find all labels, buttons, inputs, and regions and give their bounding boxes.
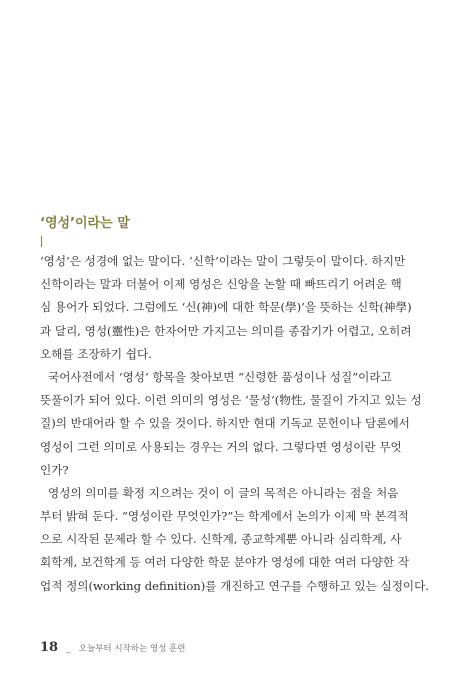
text-line: 국어사전에서 ‘영성’ 항목을 찾아보면 “신령한 품성이나 성질”이라고	[48, 369, 392, 384]
text-line: 질)의 반대어라 할 수 있을 것이다. 하지만 현대 기독교 문헌이나 담론에서	[40, 416, 410, 431]
footer-separator: _	[66, 644, 71, 654]
text-line: 인가?	[40, 462, 69, 477]
book-title: 오늘부터 시작하는 영성 훈련	[78, 644, 186, 654]
text-line: 부터 밝혀 둔다. “영성이란 무엇인가?”는 학계에서 논의가 이제 막 본격적	[40, 509, 409, 524]
text-line: 뜻풀이가 되어 있다. 이런 의미의 영성은 ‘물성’(物性, 물질이 가지고 있는 성	[40, 393, 422, 408]
text-line: 심 용어가 되었다. 그럼에도 ‘신(神)에 대한 학문(學)’을 뜻하는 신학(神學)	[40, 300, 412, 315]
text-line: 과 달리, 영성(靈性)은 한자어만 가지고는 의미를 종잡기가 어렵고, 오히려	[40, 323, 412, 338]
heading-divider-bar	[41, 236, 42, 247]
text-line: 오해를 조장하기 쉽다.	[40, 346, 152, 361]
body-text	[40, 250, 432, 598]
text-line: 으로 시작된 문제라 할 수 있다. 신학계, 종교학계뿐 아니라 심리학계, 사	[40, 532, 402, 547]
page-number: 18	[40, 640, 59, 655]
text-line: ‘영성’은 성경에 없는 말이다. ‘신학’이라는 말이 그렇듯이 말이다. 하지만	[40, 254, 406, 268]
page-footer	[40, 636, 185, 655]
section-heading: ‘영성’이라는 말	[40, 216, 130, 231]
text-line: 영성이 그런 의미로 사용되는 경우는 거의 없다. 그렇다면 영성이란 무엇	[40, 439, 402, 454]
text-line: 회학계, 보건학계 등 여러 다양한 학문 분야가 영성에 대한 여러 다양한 작	[40, 555, 410, 570]
text-line: 업적 정의(working definition)를 개진하고 연구를 수행하고 있는 실정이다.	[40, 578, 429, 593]
text-line: 신학이라는 말과 더불어 이제 영성은 신앙을 논할 때 빠뜨리기 어려운 핵	[40, 277, 402, 292]
text-line: 영성의 의미를 확정 지으려는 것이 이 글의 목적은 아니라는 점을 처음	[48, 485, 399, 500]
